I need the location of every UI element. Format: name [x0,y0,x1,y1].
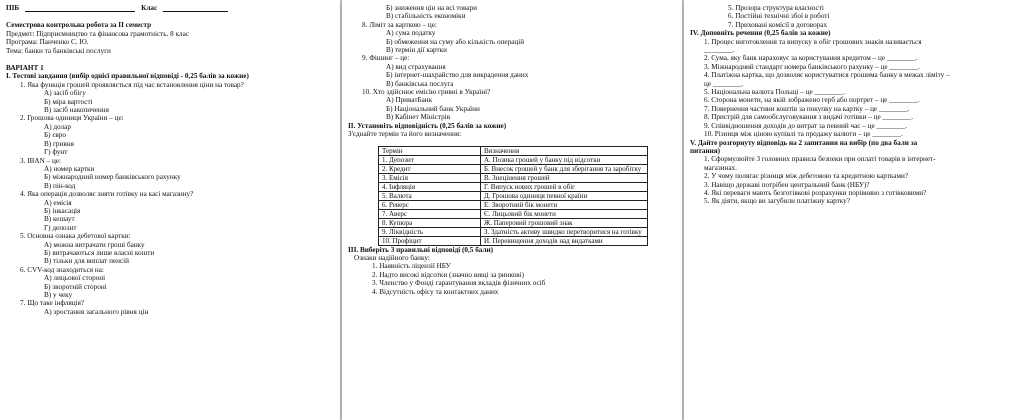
question-text: 8. Ліміт за карткою – це: [362,20,437,29]
table-row [379,164,648,173]
definition-cell: Є. Лицьовий бік монети [481,209,648,218]
definition-cell: Б. Внесок грошей у банк для зберігання та заробітку [481,164,648,173]
table-row [379,191,648,200]
pib-label: ПІБ [6,4,20,12]
answer-option: Б) витрачаються лише власні кошти [44,248,155,257]
open-questions [690,155,1018,205]
question-text: 2. У чому полягає різниця між дебетовою та кредитною картками? [704,172,909,181]
definition-cell: Д. Грошова одиниця певної країни [481,191,648,200]
intro-block [6,21,334,55]
term-cell: 3. Емісія [379,173,481,182]
answer-option: Б) обмеження на суму або кількість операцій [386,37,525,46]
answer-option: В) Кабінет Міністрів [386,113,451,122]
pib-blank [25,4,135,12]
sentence-item: 10. Різниця між ціною купівлі та продажу валюти – це ________. [704,130,903,139]
section-1-title: І. Тестові завдання (вибір однієї правильної відповіді - 0,25 балів за кожне) [6,72,249,81]
sentence-item: 8. Пристрій для самообслуговування з видачі готівки – це ________. [704,113,913,122]
question-text: 10. Хто здійснює емісію гривні в Україні? [362,88,491,97]
section-3-subtitle: Ознаки надійного банку: [354,253,430,262]
sentence-item: 7. Повернення частини коштів за покупку на картку – це ________. [704,104,910,113]
table-row [379,218,648,227]
test-questions-continued [348,4,676,122]
question-text: 5. Як діяти, якщо ви загубили платіжну картку? [704,197,850,206]
definition-cell: Г. Випуск нових грошей в обіг [481,182,648,191]
definition-cell: И. Перевищення доходів над видатками [481,236,648,245]
table-row [379,236,648,245]
sentence-item: 6. Сторона монети, на якій зображено герб або портрет – це ________. [704,96,920,105]
question-text: магазинах. [704,163,737,172]
sentence-item: ________. [704,46,735,55]
answer-option: Г) фунт [44,148,68,157]
question-text: 3. IBAN – це: [20,156,61,165]
name-class-header [6,4,334,12]
answer-option: Б) євро [44,131,66,140]
intro-line: Семестрова контрольна робота за ІІ семестр [6,21,152,30]
term-cell: 9. Ліквідність [379,227,481,236]
class-label: Клас [141,4,158,12]
answer-option: А) долар [44,122,71,131]
term-cell: 10. Профіцит [379,236,481,245]
intro-line: Предмет: Підприємництво та фінансова грамотність. 8 клас [6,29,190,38]
question-text: 5. Основна ознака дебетової картки: [20,232,131,241]
answer-option: В) стабільність економіки [386,12,466,21]
term-cell: 2. Кредит [379,164,481,173]
list-item: 4. Відсутність офісу та контактних даних [372,287,499,296]
answer-option: Б) інкасація [44,206,81,215]
answer-option: А) лицьової стороні [44,274,106,283]
definition-cell: Е. Зворотний бік монети [481,200,648,209]
list-item: 3. Членство у Фонді гарантування вкладів фізичних осіб [372,279,546,288]
section-2-subtitle: З'єднайте термін та його визначення: [348,130,462,139]
answer-option: В) засіб накопичення [44,106,109,115]
section-5-title-line: питання) [690,146,721,155]
document-page-1 [0,0,340,420]
answer-option: А) вид страхування [386,62,446,71]
fill-in-sentences [690,38,1018,139]
answer-option: А) можна витрачати гроші банку [44,240,145,249]
answer-option: А) зростання загального рівня цін [44,307,149,316]
question-text: 3. Навіщо державі потрібен центральний банк (НБУ)? [704,180,870,189]
answer-option: В) кешаут [44,215,75,224]
document-page-3 [684,0,1024,420]
section-5-title [690,139,1018,156]
test-questions [6,81,334,316]
sentence-item: 3. Міжнародний стандарт номера банківського рахунку – це ________. [704,62,920,71]
section-3-title: ІІІ. Виберіть 3 правильні відповіді (0,5 бали) [348,245,494,254]
question-text: 2. Грошова одиниця України – це: [20,114,124,123]
document-page-2 [342,0,682,420]
answer-option: В) у чеку [44,291,73,299]
answer-option: В) пін-код [44,181,76,190]
bank-signs-list [348,262,676,296]
answer-option: В) гривня [44,139,74,148]
term-cell: 7. Аверс [379,209,481,218]
table-row [379,173,648,182]
term-cell: 6. Реверс [379,200,481,209]
sentence-item: 2. Сума, яку банк нараховує за користування кредитом – це ________. [704,54,918,63]
table-row [379,155,648,164]
matching-table [378,146,648,246]
answer-option: Б) зворотній стороні [44,282,107,291]
answer-option: А) ПриватБанк [386,96,433,105]
question-text: 1. Сформулюйте 3 головних правила безпеки при оплаті товарів в інтернет- [704,155,936,164]
section-2-title: ІІ. Установіть відповідність (0,25 балів за кожне) [348,121,507,130]
definition-cell: А. Позика грошей у банку під відсотки [481,155,648,164]
definition-cell: В. Знецінення грошей [481,173,648,182]
answer-option: А) засіб обігу [44,89,86,98]
list-item: 5. Прозора структура власності [728,4,824,12]
answer-option: А) номер картки [44,164,95,173]
sentence-item: 5. Національна валюта Польщі – це ________. [704,88,846,97]
answer-option: Г) депозит [44,223,77,232]
section-5-title-line: V. Дайте розгорнуту відповідь на 2 запитання на вибір (по два бали за [690,138,918,147]
term-cell: 5. Валюта [379,191,481,200]
answer-option: А) сума податку [386,29,436,38]
intro-line: Програма: Панченко С. Ю. [6,38,89,47]
definition-cell: З. Здатність активу швидко перетворитися на готівку [481,227,648,236]
question-text: 4. Яка операція дозволяє зняти готівку на касі магазину? [20,190,194,199]
sentence-item: 1. Процес виготовлення та випуску в обіг грошових знаків називається [704,37,922,46]
list-item: 1. Наявність ліцензії НБУ [372,262,451,271]
sentence-item: це ________. [704,79,744,88]
list-item: 2. Надто високі відсотки (значно вищі за ринкові) [372,270,525,279]
table-header-cell: Визначення [481,146,648,155]
table-row [379,182,648,191]
table-row [379,200,648,209]
answer-option: В) тільки для виплат пенсій [44,257,130,266]
answer-option: А) емісія [44,198,72,207]
sentence-item: 9. Співвідношення доходів до витрат за певний час – це ________. [704,121,908,130]
list-item: 7. Приховані комісії в договорах [728,20,828,29]
answer-option: Б) зниження цін на всі товари [386,4,477,12]
bank-signs-list-continued [690,4,1018,29]
table-row [379,209,648,218]
answer-option: В) банківська послуга [386,79,454,88]
definition-cell: Ж. Паперовий грошовий знак [481,218,648,227]
question-text: 4. Які переваги мають безготівкові розрахунки порівняно з готівковими? [704,188,927,197]
answer-option: В) термін дії картки [386,46,447,55]
term-cell: 8. Купюра [379,218,481,227]
answer-option: Б) інтернет-шахрайство для викрадення даних [386,71,529,80]
section-4-title: IV. Доповніть речення (0,25 балів за кожне) [690,29,831,38]
term-cell: 1. Депозит [379,155,481,164]
list-item: 6. Постійні технічні збої в роботі [728,12,830,21]
question-text: 1. Яка функція грошей проявляється під час встановлення ціни на товар? [20,80,244,89]
table-header-cell: Термін [379,146,481,155]
table-row [379,227,648,236]
intro-line: Тема: банки та банківські послуги [6,46,111,55]
answer-option: Б) Національний банк України [386,104,480,113]
class-blank [163,4,228,12]
answer-option: Б) міра вартості [44,97,93,106]
question-text: 6. CVV-код знаходиться на: [20,265,104,274]
term-cell: 4. Інфляція [379,182,481,191]
question-text: 9. Фішинг – це: [362,54,410,63]
variant-title: ВАРІАНТ 1 [6,64,44,73]
answer-option: Б) міжнародний номер банківського рахунку [44,173,181,182]
question-text: 7. Що таке інфляція? [20,299,85,308]
table-header-row [379,146,648,155]
sentence-item: 4. Платіжна картка, що дозволяє користуватися грошима банку в межах ліміту – [704,71,950,80]
